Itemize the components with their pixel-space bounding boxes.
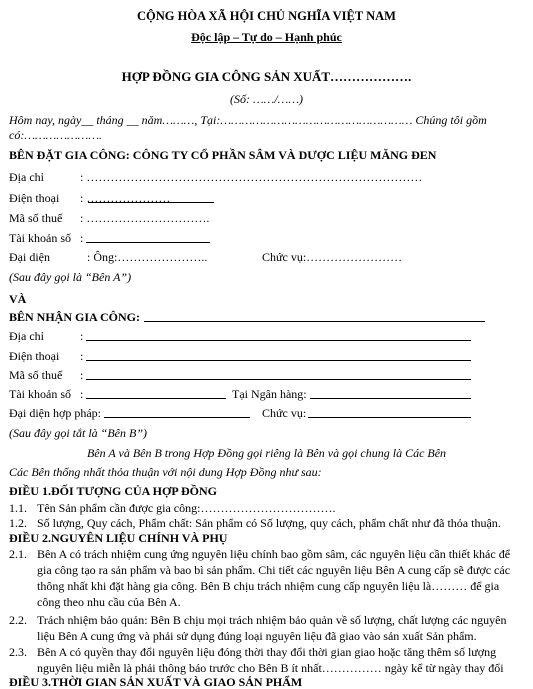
party-b-account-underline bbox=[86, 398, 226, 399]
party-b-phone-value: : bbox=[80, 349, 84, 363]
party-a-alias: (Sau đây gọi là “Bên A”) bbox=[9, 270, 132, 284]
article-1-item-num: 1.2. bbox=[9, 516, 27, 530]
party-a-position: Chức vụ:…………………… bbox=[262, 250, 403, 264]
party-b-alias: (Sau đây gọi tắt là “Bên B”) bbox=[9, 426, 147, 440]
party-b-tax-underline bbox=[86, 379, 471, 380]
party-b-rep-label: Đại diện hợp pháp: bbox=[9, 406, 101, 420]
party-b-address-value: : bbox=[80, 329, 84, 343]
contract-title: HỢP ĐỒNG GIA CÔNG SẢN XUẤT………………. bbox=[121, 69, 412, 84]
article-2-item-line: Trách nhiệm bảo quản: Bên B chịu mọi trách nhiệm bảo quản về số lượng, chất lượng các nguyên bbox=[37, 613, 507, 627]
article-3-heading: ĐIỀU 3.THỜI GIAN SẢN XUẤT VÀ GIAO SẢN PHẨM bbox=[9, 675, 303, 689]
party-a-heading: BÊN ĐẶT GIA CÔNG: CÔNG TY CỔ PHẦN SÂM VÀ DƯỢC LIỆU MĂNG ĐEN bbox=[9, 148, 437, 162]
party-b-address-label: Địa chỉ bbox=[9, 329, 44, 343]
party-b-tax-value: : bbox=[80, 368, 84, 382]
article-2-item-line: nguyên liệu miễn là phải thông báo trước cho Bên B ít nhất…………… ngày kể từ ngày thay đổi bbox=[37, 661, 504, 675]
article-1-item-text: Số lượng, Quy cách, Phẩm chất: Sản phẩm có Số lượng, quy cách, phẩm chất như đã thỏa thuận. bbox=[37, 516, 501, 530]
party-a-rep-value: : Ông:………………….. bbox=[87, 250, 208, 264]
party-a-account-underline bbox=[86, 242, 210, 243]
parties-note: Bên A và Bên B trong Hợp Đồng gọi riêng là Bên và gọi chung là Các Bên bbox=[86, 446, 447, 460]
party-b-heading: BÊN NHẬN GIA CÔNG: bbox=[9, 310, 141, 324]
motto-text: Độc lập – Tự do – Hạnh phúc bbox=[191, 30, 342, 44]
article-2-item-num: 2.3. bbox=[9, 645, 27, 659]
party-a-account-value: : bbox=[80, 231, 84, 245]
party-b-tax-label: Mã số thuế bbox=[9, 368, 63, 382]
article-2-item-line: thông nhất khi đặt hàng gia công. Bên B chịu trách nhiệm cung cấp nguyên liệu là……… để gia bbox=[37, 579, 500, 593]
article-1-item-num: 1.1. bbox=[9, 501, 27, 515]
party-b-phone-label: Điện thoại bbox=[9, 349, 60, 363]
party-a-address-value: : ………………………………………………………………………… bbox=[80, 170, 423, 184]
article-2-heading: ĐIỀU 2.NGUYÊN LIỆU CHÍNH VÀ PHỤ bbox=[9, 531, 228, 545]
party-b-bank-underline bbox=[310, 398, 471, 399]
article-2-item-line: liệu Bên A cung ứng và phải sử dụng đúng loại nguyên liệu đã giao vào sản xuất Sản phẩm. bbox=[37, 629, 477, 643]
party-a-phone-value: : ………………… bbox=[80, 191, 171, 205]
party-b-account-label: Tài khoản số bbox=[9, 387, 71, 401]
article-1-item-text: Tên Sản phẩm cần được gia công:……………………………. bbox=[37, 501, 336, 515]
party-b-position-label: Chức vụ: bbox=[262, 406, 307, 420]
party-b-address-underline bbox=[86, 340, 471, 341]
article-2-item-num: 2.1. bbox=[9, 547, 27, 561]
nation-heading: CỘNG HÒA XÃ HỘI CHỦ NGHĨA VIỆT NAM bbox=[137, 9, 396, 23]
and-word: VÀ bbox=[9, 292, 27, 306]
agreement-line: Các Bên thống nhất thỏa thuận với nội dung Hợp Đồng như sau: bbox=[9, 465, 322, 479]
party-a-phone-label: Điện thoại bbox=[9, 191, 60, 205]
article-2-item-line: công theo nhu cầu của Bên A. bbox=[37, 595, 181, 609]
party-a-tax-label: Mã số thuế bbox=[9, 211, 63, 225]
article-2-item-line: Bên A có trách nhiệm cung ứng nguyên liệu chính bao gồm sâm, các nguyên liệu cần thiết khác để bbox=[37, 547, 511, 561]
article-2-item-line: Bên A có quyền thay đổi nguyên liệu đóng thời thay đổi thời gian giao hoặc tăng thêm số lượng bbox=[37, 645, 497, 659]
intro-line-2: có:…………………. bbox=[9, 128, 103, 142]
party-b-rep-underline bbox=[104, 417, 250, 418]
party-a-tax-value: : …………………………. bbox=[80, 211, 210, 225]
party-b-account-value: : bbox=[80, 387, 84, 401]
party-a-account-label: Tài khoản số bbox=[9, 231, 71, 245]
party-a-address-label: Địa chỉ bbox=[9, 170, 44, 184]
intro-line-1: Hôm nay, ngày__ tháng __ năm………, Tại:……………………………………………… Chúng tôi gồm bbox=[9, 113, 487, 127]
doc-number: (Số: ……/……) bbox=[229, 92, 303, 106]
party-a-rep-label: Đại diện bbox=[9, 250, 50, 264]
motto bbox=[0, 30, 533, 44]
party-a-phone-underline bbox=[88, 202, 214, 203]
party-b-name-underline bbox=[144, 321, 485, 322]
party-b-bank-label: Tại Ngân hàng: bbox=[232, 387, 307, 401]
party-b-phone-underline bbox=[86, 360, 471, 361]
article-2-item-line: gia công tạo ra sản phẩm và bao bì sản phẩm. Chi tiết các nguyên liệu Bên A cung cấp sẽ được các bbox=[37, 563, 511, 577]
article-2-item-num: 2.2. bbox=[9, 613, 27, 627]
article-1-heading: ĐIỀU 1.ĐỐI TƯỢNG CỦA HỢP ĐỒNG bbox=[9, 484, 218, 498]
party-b-position-underline bbox=[308, 417, 471, 418]
